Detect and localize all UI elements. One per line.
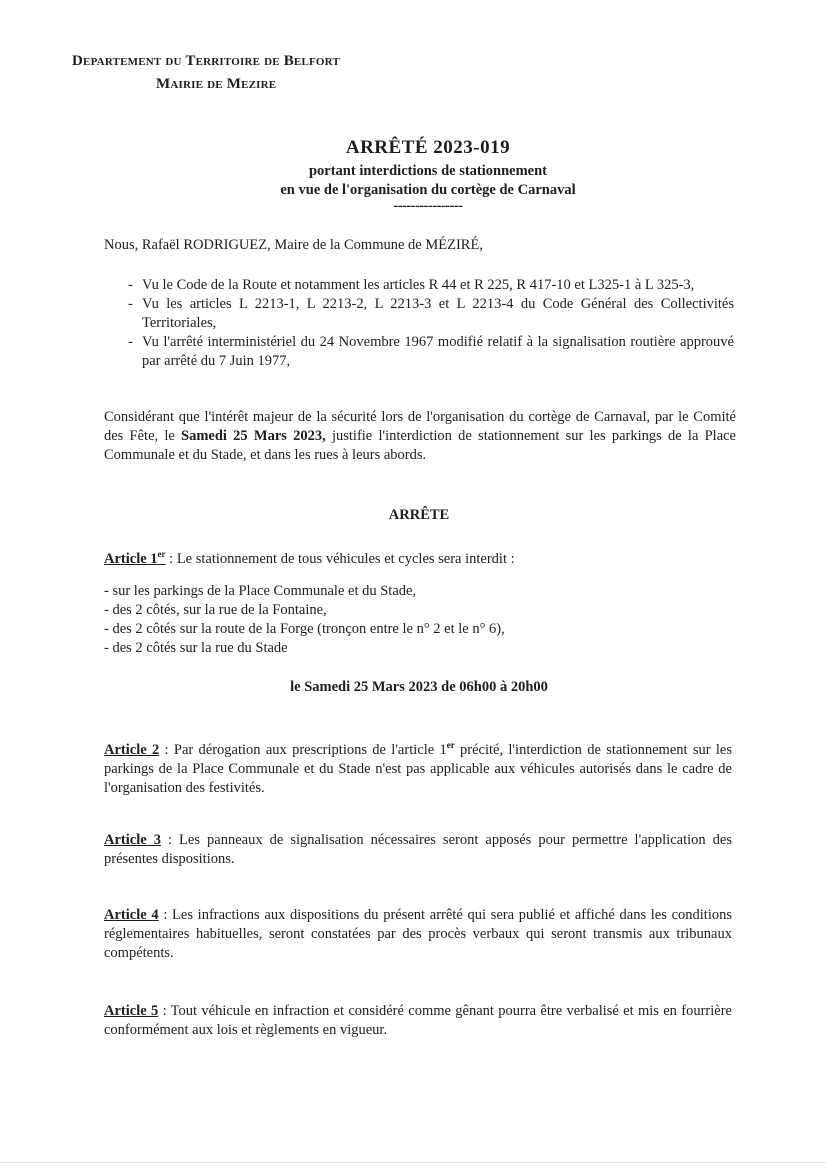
article-1-text: : Le stationnement de tous véhicules et cycles sera interdit : <box>165 550 515 567</box>
mairie-header: Mairie de Mezire <box>156 76 277 92</box>
list-item-text: Vu l'arrêté interministériel du 24 Novembre 1967 modifié relatif à la signalisation routière approuvé par arrêté du 7 Juin 1977, <box>142 334 734 369</box>
article-2-sup: er <box>446 740 455 750</box>
article-1-bullets <box>104 582 505 658</box>
list-item: - des 2 côtés sur la rue du Stade <box>104 640 288 656</box>
article-2-text-after: précité, l'interdiction de stationnement sur les parkings de la Place Communale et du Stade n'est pas applicable aux véhicules autorisés dans le cadre de l'organisation des festivités. <box>104 741 732 796</box>
list-dash: - <box>128 296 133 312</box>
department-header: Departement du Territoire de Belfort <box>72 53 340 69</box>
article-2 <box>104 736 732 798</box>
list-dash: - <box>128 334 133 350</box>
article-1-label-text: Article 1 <box>104 550 158 567</box>
considering-date: Samedi 25 Mars 2023, <box>181 428 326 444</box>
article-3-label: Article 3 <box>104 832 161 848</box>
list-dash: - <box>128 277 133 293</box>
considering-paragraph <box>104 408 736 465</box>
article-1 <box>104 545 515 569</box>
considering-text-before: Considérant que l'intérêt majeur de la sécurité lors de l'organisation du cortège de Carnaval, par le Comité des Fête, le <box>104 409 736 444</box>
page-bottom-edge <box>0 1162 826 1163</box>
article-2-label: Article 2 <box>104 741 160 758</box>
list-item <box>108 333 734 371</box>
article-5-text: : Tout véhicule en infraction et considéré comme gênant pourra être verbalisé et mis en fourrière conformément aux lois et règlements en vigueur. <box>104 1003 732 1038</box>
list-item <box>108 276 734 295</box>
decree-subtitle-line1: portant interdictions de stationnement <box>308 163 548 179</box>
legal-basis-list <box>108 276 734 371</box>
article-1-label-sup: er <box>157 549 166 559</box>
article-3 <box>104 831 732 869</box>
article-2-text-before: : Par dérogation aux prescriptions de l'article 1 <box>159 741 447 758</box>
article-4 <box>104 906 732 963</box>
list-item-text: Vu le Code de la Route et notamment les articles R 44 et R 225, R 417-10 et L325-1 à L 325-3, <box>142 277 695 293</box>
decree-title: ARRÊTÉ 2023-019 <box>345 137 511 158</box>
intro-statement: Nous, Rafaël RODRIGUEZ, Maire de la Commune de MÉZIRÉ, <box>104 237 483 253</box>
article-5 <box>104 1002 732 1040</box>
title-separator: ---------------- <box>393 198 463 214</box>
article-3-text: : Les panneaux de signalisation nécessaires seront apposés pour permettre l'application des présentes dispositions. <box>104 832 732 867</box>
considering-text-after: justifie l'interdiction de stationnement sur les parkings de la Place Communale et du Stade, et dans les rues à leurs abords. <box>104 428 736 463</box>
list-item <box>108 295 734 333</box>
arrete-heading: ARRÊTE <box>388 507 450 523</box>
article-1-label <box>104 551 166 567</box>
list-item: - des 2 côtés, sur la rue de la Fontaine, <box>104 602 327 618</box>
article-1-date-line: le Samedi 25 Mars 2023 de 06h00 à 20h00 <box>290 679 548 695</box>
list-item: - sur les parkings de la Place Communale et du Stade, <box>104 583 417 599</box>
article-4-text: : Les infractions aux dispositions du présent arrêté qui sera publié et affiché dans les conditions réglementaires habituelles, seront constatées par des procès verbaux qui seront transmis aux tribunaux compétents. <box>104 907 732 961</box>
article-5-label: Article 5 <box>104 1003 159 1019</box>
list-item-text: Vu les articles L 2213-1, L 2213-2, L 2213-3 et L 2213-4 du Code Général des Collectivités Territoriales, <box>142 296 734 331</box>
decree-subtitle-line2: en vue de l'organisation du cortège de Carnaval <box>280 182 576 198</box>
article-4-label: Article 4 <box>104 907 159 923</box>
list-item: - des 2 côtés sur la route de la Forge (tronçon entre le n° 2 et le n° 6), <box>104 621 505 637</box>
